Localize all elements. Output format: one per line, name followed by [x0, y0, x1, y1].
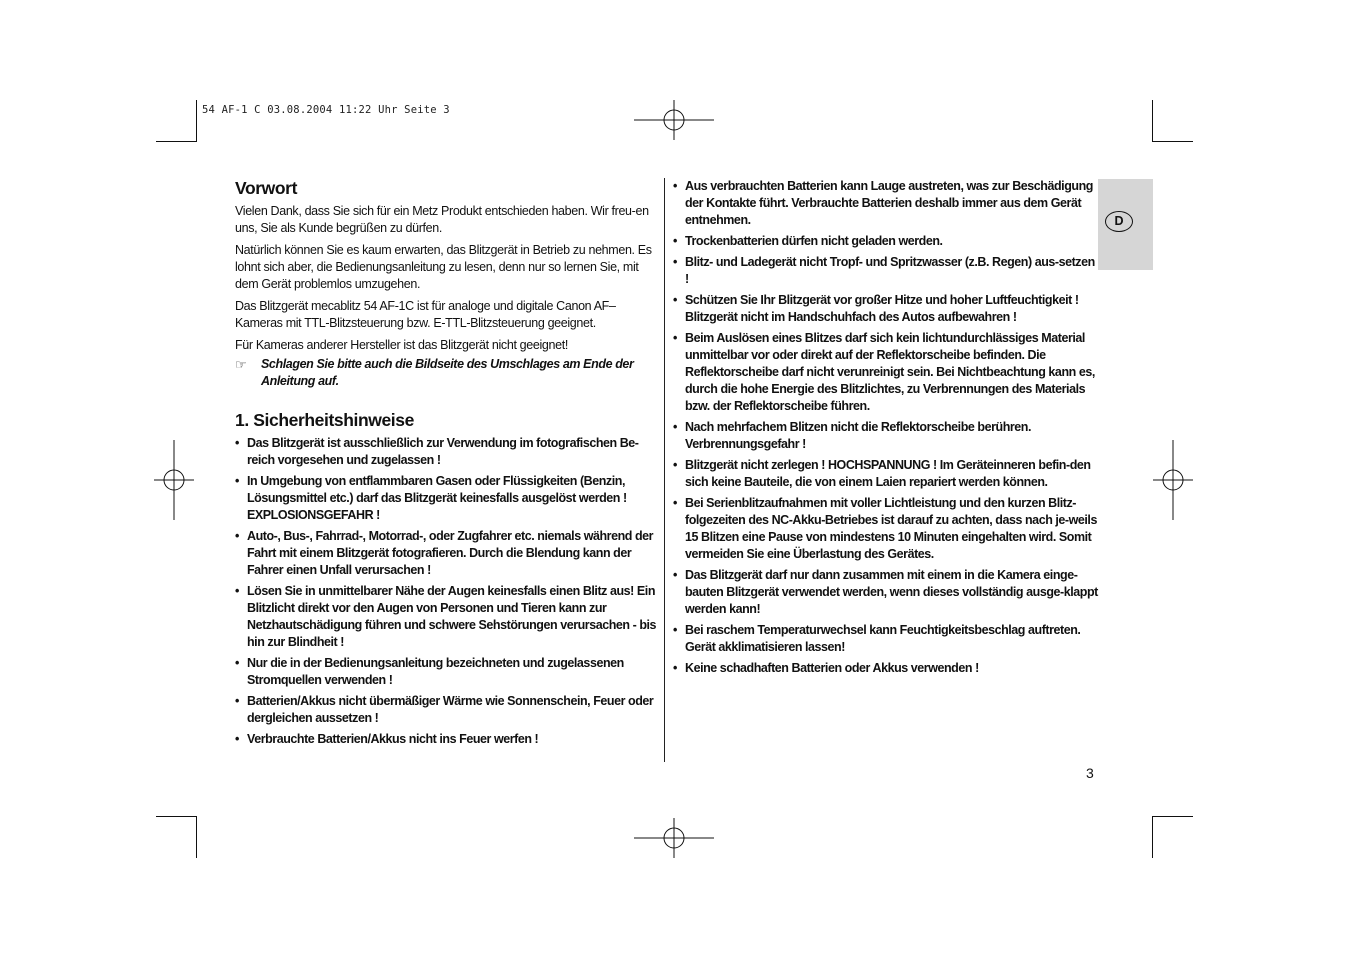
language-badge: D: [1105, 211, 1133, 232]
crop-mark: [196, 100, 197, 142]
crop-mark: [156, 816, 196, 817]
list-item: • In Umgebung von entflammbaren Gasen oder Flüssigkeiten (Benzin, Lösungsmittel etc.) darf das Blitzgerät keinesfalls ausgelöst werden ! EXPLOSIONSGEFAHR !: [235, 473, 660, 524]
registration-mark-icon: [1153, 440, 1193, 520]
hint-text: Schlagen Sie bitte auch die Bildseite des Umschlages am Ende der Anleitung auf.: [261, 357, 634, 388]
list-item: • Trockenbatterien dürfen nicht geladen werden.: [673, 233, 1098, 250]
list-item: • Blitzgerät nicht zerlegen ! HOCHSPANNUNG ! Im Geräteinneren befin-den sich keine Bauteile, die von einem Laien repariert werden können.: [673, 457, 1098, 491]
crop-mark: [196, 816, 197, 858]
list-item: • Aus verbrauchten Batterien kann Lauge austreten, was zur Beschädigung der Kontakte führt. Verbrauchte Batterien deshalb immer aus dem Gerät entnehmen.: [673, 178, 1098, 229]
list-item: • Bei Serienblitzaufnahmen mit voller Lichtleistung und den kurzen Blitz-folgezeiten des NC-Akku-Betriebes ist darauf zu achten, dass nach je-weils 15 Blitzen eine Pause von mindestens 10 Minuten eingehalten wird. Somit vermeiden Sie eine Überlastung des Gerätes.: [673, 495, 1098, 563]
list-item: • Verbrauchte Batterien/Akkus nicht ins Feuer werfen !: [235, 731, 660, 748]
registration-mark-icon: [634, 818, 714, 858]
left-column: [235, 178, 660, 752]
heading-safety: 1. Sicherheitshinweise: [235, 410, 414, 430]
list-item: • Das Blitzgerät ist ausschließlich zur Verwendung im fotografischen Be-reich vorgesehen und zugelassen !: [235, 435, 660, 469]
print-slug: 54 AF-1 C 03.08.2004 11:22 Uhr Seite 3: [202, 104, 450, 116]
page-number: 3: [1086, 765, 1094, 781]
list-item: • Lösen Sie in unmittelbarer Nähe der Augen keinesfalls einen Blitz aus! Ein Blitzlicht direkt vor den Augen von Personen und Tieren kann zur Netzhautschädigung führen und schwere Sehstörungen verursachen - bis hin zur Blindheit !: [235, 583, 660, 651]
pointing-hand-icon: ☞: [235, 357, 247, 372]
crop-mark: [156, 141, 196, 142]
list-item: • Nur die in der Bedienungsanleitung bezeichneten und zugelassenen Stromquellen verwenden !: [235, 655, 660, 689]
list-item: • Das Blitzgerät darf nur dann zusammen mit einem in die Kamera einge-bauten Blitzgerät verwendet werden, wenn dieses vollständig ausge-klappt werden kann!: [673, 567, 1098, 618]
list-item: • Keine schadhaften Batterien oder Akkus verwenden !: [673, 660, 1098, 677]
column-divider: [664, 178, 665, 762]
paragraph: Für Kameras anderer Hersteller ist das Blitzgerät nicht geeignet!: [235, 338, 568, 352]
list-item: • Blitz- und Ladegerät nicht Tropf- und Spritzwasser (z.B. Regen) aus-setzen !: [673, 254, 1098, 288]
crop-mark: [1153, 141, 1193, 142]
list-item: • Beim Auslösen eines Blitzes darf sich kein lichtundurchlässiges Material unmittelbar vor oder direkt auf der Reflektorscheibe befinden. Die Reflektorscheibe darf nicht verunreinigt sein. Bei Nichtbeachtung kann es, durch die hohe Energie des Blitzlichtes, zu Verbrennungen des Materials bzw. der Reflektorscheibe führen.: [673, 330, 1098, 415]
language-tab: [1098, 179, 1153, 270]
safety-list-continued: [673, 178, 1098, 677]
registration-mark-icon: [154, 440, 194, 520]
hint-note: [235, 356, 660, 390]
list-item: • Batterien/Akkus nicht übermäßiger Wärme wie Sonnenschein, Feuer oder dergleichen aussetzen !: [235, 693, 660, 727]
right-column: [673, 178, 1098, 681]
list-item: • Nach mehrfachem Blitzen nicht die Reflektorscheibe berühren. Verbrennungsgefahr !: [673, 419, 1098, 453]
crop-mark: [1152, 816, 1153, 858]
list-item: • Schützen Sie Ihr Blitzgerät vor großer Hitze und hoher Luftfeuchtigkeit ! Blitzgerät nicht im Handschuhfach des Autos aufbewahren !: [673, 292, 1098, 326]
heading-foreword: Vorwort: [235, 178, 298, 198]
crop-mark: [1152, 100, 1153, 142]
paragraph: Das Blitzgerät mecablitz 54 AF-1C ist für analoge und digitale Canon AF–Kameras mit TTL-Blitzsteuerung bzw. E-TTL-Blitzsteuerung geeignet.: [235, 299, 616, 330]
safety-list: [235, 435, 660, 748]
list-item: • Auto-, Bus-, Fahrrad-, Motorrad-, oder Zugfahrer etc. niemals während der Fahrt mit einem Blitzgerät fotografieren. Durch die Blendung kann der Fahrer einen Unfall verursachen !: [235, 528, 660, 579]
paragraph: Vielen Dank, dass Sie sich für ein Metz Produkt entschieden haben. Wir freu-en uns, Sie als Kunde begrüßen zu dürfen.: [235, 204, 649, 235]
list-item: • Bei raschem Temperaturwechsel kann Feuchtigkeitsbeschlag auftreten. Gerät akklimatisieren lassen!: [673, 622, 1098, 656]
paragraph: Natürlich können Sie es kaum erwarten, das Blitzgerät in Betrieb zu nehmen. Es lohnt sich aber, die Bedienungsanleitung zu lesen, denn nur so lernen Sie, mit dem Gerät problemlos umzugehen.: [235, 243, 652, 291]
crop-mark: [1153, 816, 1193, 817]
registration-mark-icon: [634, 100, 714, 140]
